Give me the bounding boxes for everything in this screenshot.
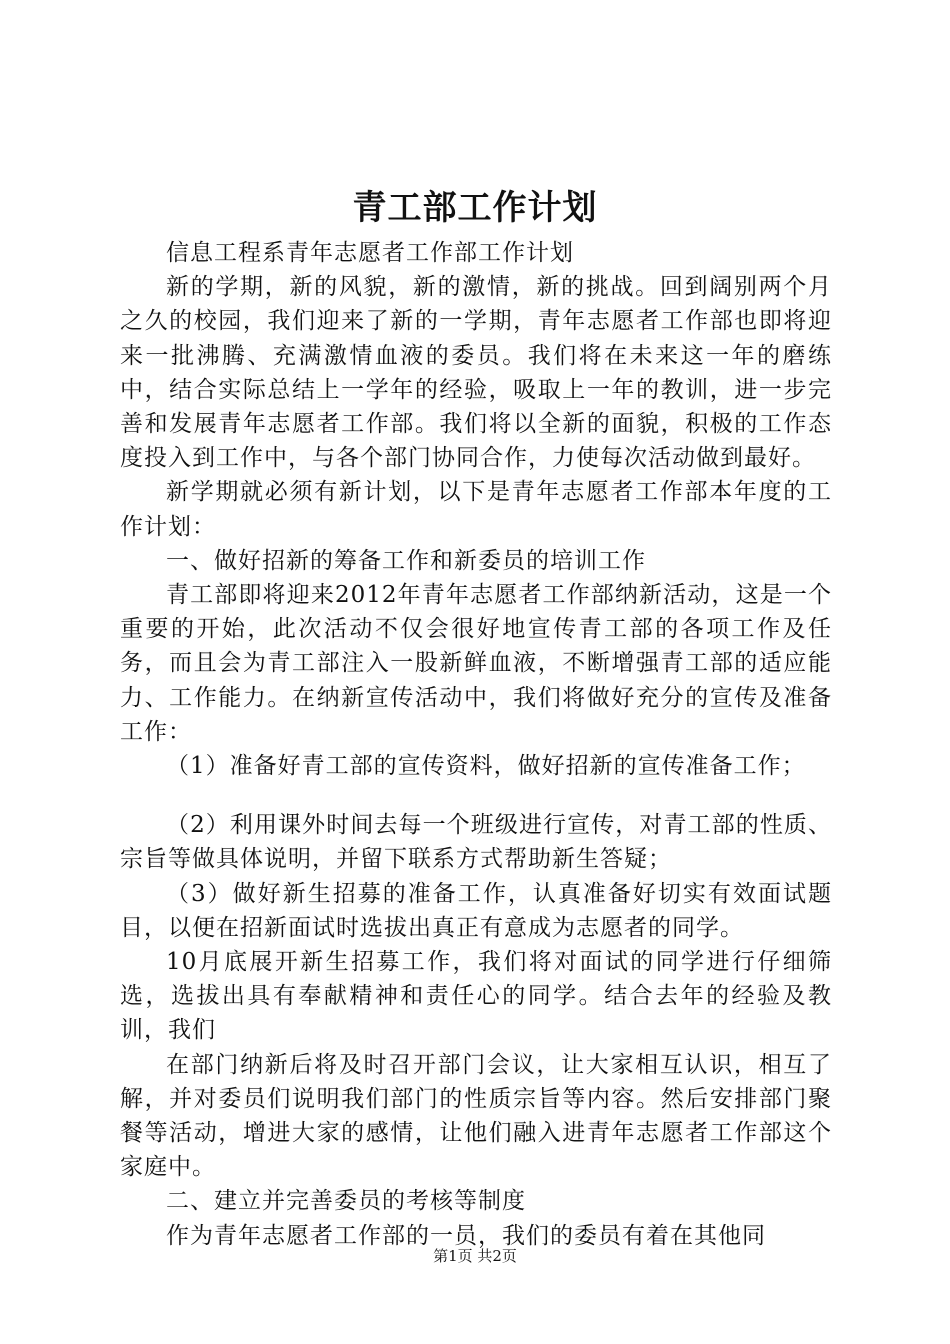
list-item-1: （1）准备好青工部的宣传资料，做好招新的宣传准备工作； bbox=[166, 753, 806, 780]
document-title: 青工部工作计划 bbox=[352, 188, 598, 228]
paragraph-subtitle: 信息工程系青年志愿者工作部工作计划 bbox=[166, 240, 574, 266]
paragraph-plan-lead: 新学期就必须有新计划，以下是青年志愿者工作部本年度的工作计划： bbox=[120, 479, 832, 540]
paragraph-recruitment: 青工部即将迎来2012年青年志愿者工作部纳新活动，这是一个重要的开始，此次活动不仅会很好地宣传青工部的各项工作及任务，而且会为青工部注入一股新鲜血液，不断增强青工部的适应能力、工作能力。在纳新宣传活动中，我们将做好充分的宣传及准备工作： bbox=[120, 582, 832, 745]
paragraph-october: 10月底展开新生招募工作，我们将对面试的同学进行仔细筛选，选拔出具有奉献精神和责任心的同学。结合去年的经验及教训，我们 bbox=[120, 949, 832, 1044]
section-heading-1: 一、做好招新的筹备工作和新委员的培训工作 bbox=[166, 547, 646, 574]
paragraph-intro: 新的学期，新的风貌，新的激情，新的挑战。回到阔别两个月之久的校园，我们迎来了新的一学期，青年志愿者工作部也即将迎来一批沸腾、充满激情血液的委员。我们将在未来这一年的磨练中，结合实际总结上一学年的经验，吸取上一年的教训，进一步完善和发展青年志愿者工作部。我们将以全新的面貌，积极的工作态度投入到工作中，与各个部门协同合作，力使每次活动做到最好。 bbox=[120, 274, 832, 472]
document-body bbox=[120, 236, 832, 1253]
section-heading-2: 二、建立并完善委员的考核等制度 bbox=[166, 1188, 526, 1215]
list-item-3: （3）做好新生招募的准备工作，认真准备好切实有效面试题目，以便在招新面试时选拔出真正有意成为志愿者的同学。 bbox=[120, 880, 832, 941]
page-number: 第1页 共2页 bbox=[433, 1247, 517, 1265]
paragraph-members: 作为青年志愿者工作部的一员，我们的委员有着在其他同 bbox=[166, 1222, 766, 1249]
list-item-2: （2）利用课外时间去每一个班级进行宣传，对青工部的性质、宗旨等做具体说明，并留下联系方式帮助新生答疑； bbox=[120, 812, 832, 873]
paragraph-meeting: 在部门纳新后将及时召开部门会议，让大家相互认识，相互了解，并对委员们说明我们部门的性质宗旨等内容。然后安排部门聚餐等活动，增进大家的感情，让他们融入进青年志愿者工作部这个家庭中。 bbox=[120, 1051, 832, 1181]
